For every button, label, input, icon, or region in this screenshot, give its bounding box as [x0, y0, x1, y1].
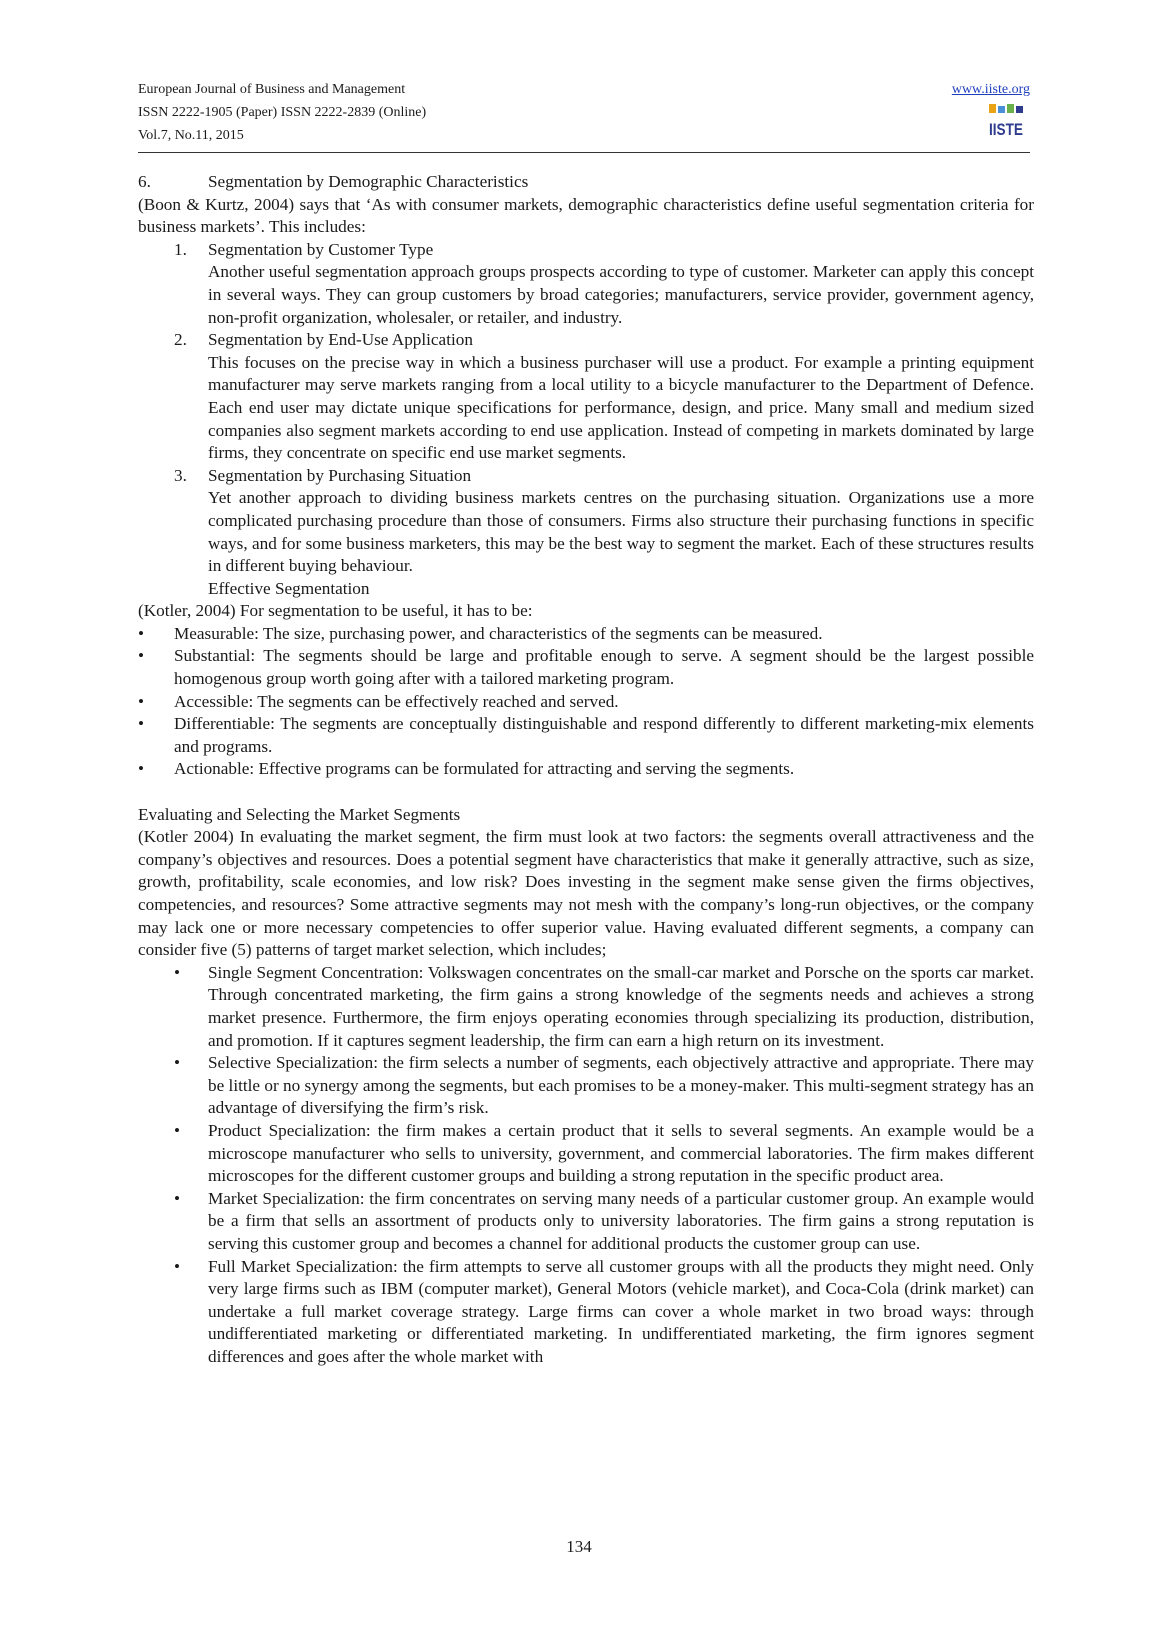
bullet-text: Market Specialization: the firm concentrates on serving many needs of a particular customer group. An example would be a firm that sells an assortment of products only to university laboratories. The firm gains a strong reputation is serving this customer group and becomes a channel for additional products the customer group can use. — [208, 1188, 1034, 1253]
pattern-bullet — [138, 1120, 1034, 1188]
numbered-item — [138, 239, 1034, 329]
criteria-bullet — [138, 623, 1034, 646]
pattern-bullet — [138, 1188, 1034, 1256]
numbered-list — [138, 239, 1034, 578]
paragraph-spacer — [138, 781, 1034, 804]
journal-name: European Journal of Business and Management — [138, 82, 406, 97]
section-number: 6. — [138, 172, 151, 191]
journal-volume: Vol.7, No.11, 2015 — [138, 128, 244, 143]
bullet-icon: • — [138, 646, 145, 666]
item-title: Segmentation by Customer Type — [208, 239, 434, 259]
bullet-text: Substantial: The segments should be large and profitable enough to serve. A segment should be the largest possible homogenous group worth going after with a tailored marketing program. — [174, 646, 1034, 689]
section-intro: (Boon & Kurtz, 2004) says that ‘As with consumer markets, demographic characteristics define useful segmentation criteria for business markets’. This includes: — [138, 194, 1034, 237]
bullet-text: Product Specialization: the firm makes a certain product that it sells to several segments. An example would be a microscope manufacturer who sells to university, government, and commercial laboratories. The firm makes different microscopes for the different customer groups and building a strong reputation in the specific product area. — [208, 1120, 1034, 1186]
iiste-logo — [988, 103, 1024, 139]
item-number: 3. — [174, 465, 187, 485]
subheading-evaluating: Evaluating and Selecting the Market Segments — [138, 804, 461, 824]
numbered-item — [138, 465, 1034, 578]
bullet-text: Full Market Specialization: the firm attempts to serve all customer groups with all the products they might need. Only very large firms such as IBM (computer market), General Motors (vehicle market), and Coca-Cola (drink market) can undertake a full market coverage strategy. Large firms can cover a whole market in two broad ways: through undifferentiated marketing or differentiated marketing. In undifferentiated marketing, the firm ignores segment differences and goes after the whole market with — [208, 1256, 1034, 1366]
bullet-text: Accessible: The segments can be effectively reached and served. — [174, 691, 619, 711]
journal-issn: ISSN 2222-1905 (Paper) ISSN 2222-2839 (Online) — [138, 105, 427, 120]
bullet-icon: • — [174, 1120, 181, 1140]
patterns-bullet-list — [138, 962, 1034, 1369]
page-body — [138, 171, 1034, 1368]
item-title: Segmentation by End-Use Application — [208, 330, 473, 350]
pattern-bullet — [138, 962, 1034, 1052]
criteria-bullet — [138, 645, 1034, 690]
bullet-icon: • — [138, 623, 145, 643]
pattern-bullet — [138, 1256, 1034, 1369]
effective-intro: (Kotler, 2004) For segmentation to be useful, it has to be: — [138, 601, 533, 621]
bullet-text: Single Segment Concentration: Volkswagen concentrates on the small-car market and Porsche on the sports car market. Through concentrated marketing, the firm gains a strong knowledge of the segments needs and achieves a strong market presence. Furthermore, the firm enjoys operating economies through specializing its production, distribution, and promotion. If it captures segment leadership, the firm can earn a high return on its investment. — [208, 962, 1034, 1050]
running-header — [138, 78, 1030, 147]
section-heading — [138, 171, 1034, 194]
criteria-bullet-list — [138, 623, 1034, 781]
page-number: 134 — [566, 1537, 592, 1556]
criteria-bullet — [138, 691, 1034, 714]
bullet-icon: • — [174, 962, 181, 982]
bullet-icon: • — [174, 1256, 181, 1276]
bullet-text: Differentiable: The segments are conceptually distinguishable and respond differently to different marketing-mix elements and programs. — [174, 714, 1034, 756]
bullet-icon: • — [138, 691, 145, 711]
item-number: 1. — [174, 239, 187, 259]
section-title: Segmentation by Demographic Characteristics — [208, 172, 529, 191]
bullet-icon: • — [138, 759, 145, 779]
bullet-text: Actionable: Effective programs can be formulated for attracting and serving the segments. — [174, 759, 795, 779]
numbered-item — [138, 329, 1034, 465]
subheading-effective-segmentation: Effective Segmentation — [208, 578, 370, 598]
bullet-icon: • — [174, 1188, 181, 1208]
item-number: 2. — [174, 330, 187, 350]
bullet-icon: • — [138, 714, 145, 734]
bullet-text: Measurable: The size, purchasing power, and characteristics of the segments can be measured. — [174, 623, 823, 643]
item-title: Segmentation by Purchasing Situation — [208, 465, 472, 485]
item-text: This focuses on the precise way in which a business purchaser will use a product. For example a printing equipment manufacturer may serve markets ranging from a local utility to a bicycle manufacturer to the Department of Defence. Each end user may dictate unique specifications for performance, design, and price. Many small and medium sized companies also segment markets according to end use application. Instead of competing in markets dominated by large firms, they concentrate on specific end use market segments. — [208, 352, 1034, 463]
svg-text:IISTE: IISTE — [989, 120, 1023, 139]
evaluating-paragraph: (Kotler 2004) In evaluating the market segment, the firm must look at two factors: the segments overall attractiveness and the company’s objectives and resources. Does a potential segment have characteristics that make it generally attractive, such as size, growth, profitability, scale economies, and low risk? Does investing in the segment make sense given the firms objectives, competencies, and resources? Some attractive segments may not mesh with the company’s long-run objectives, or the company may lack one or more necessary competencies to offer superior value. Having evaluated different segments, a company can consider five (5) patterns of target market selection, which includes; — [138, 827, 1034, 960]
item-text: Another useful segmentation approach groups prospects according to type of customer. Marketer can apply this concept in several ways. They can group customers by broad categories; manufacturers, service provider, government agency, non-profit organization, wholesaler, or retailer, and industry. — [208, 262, 1034, 327]
journal-url-link[interactable]: www.iiste.org — [951, 82, 1030, 97]
item-text: Yet another approach to dividing business markets centres on the purchasing situation. Organizations use a more complicated purchasing procedure than those of consumers. Firms also structure their purchasing functions in specific ways, and for some business marketers, this may be the best way to segment the market. Each of these structures results in different buying behaviour. — [208, 488, 1034, 576]
bullet-text: Selective Specialization: the firm selects a number of segments, each objectively attractive and appropriate. There may be little or no synergy among the segments, but each promises to be a money-maker. This multi-segment strategy has an advantage of diversifying the firm’s risk. — [208, 1053, 1034, 1118]
criteria-bullet — [138, 713, 1034, 758]
header-rule — [138, 152, 1030, 153]
bullet-icon: • — [174, 1053, 181, 1073]
criteria-bullet — [138, 758, 1034, 781]
pattern-bullet — [138, 1052, 1034, 1120]
